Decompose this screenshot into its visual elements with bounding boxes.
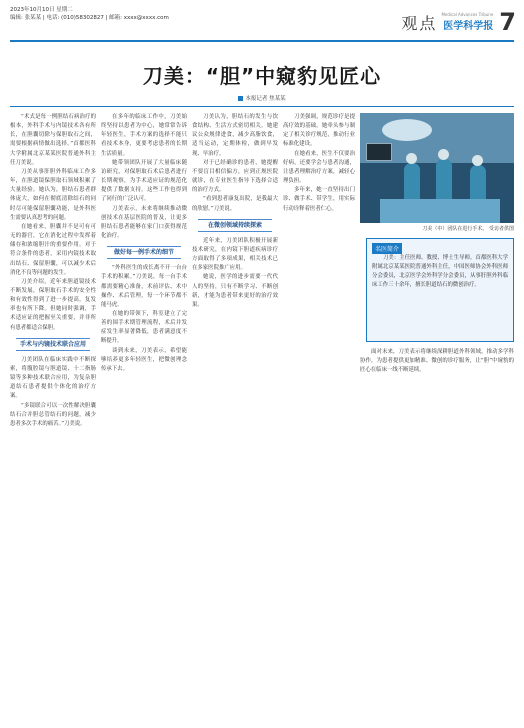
- paragraph: 刀美团队在临床实践中不断探索，将腹腔镜与胆道镜、十二指肠镜等多种技术联合应用，为复杂胆道结石患者提供个体化的治疗方案。: [10, 356, 96, 400]
- masthead-meta: [10, 6, 169, 22]
- article-title: 刀美：“胆”中窥豹见匠心: [142, 64, 382, 88]
- paragraph: “看到患者康复出院，是我最大的欣慰。”刀美说。: [192, 196, 278, 212]
- paragraph: 在她的带领下，科室建立了完善的围手术期管理流程，术后并发症发生率显著降低，患者满意度不断提升。: [101, 310, 187, 345]
- section-name: 观点: [401, 13, 438, 33]
- paragraph: 她带领团队开展了大量临床随访研究，对保胆取石术后患者进行长期观察，为手术适应证的规范化提供了数据支持。这些工作也得到了同行的广泛认可。: [101, 159, 187, 203]
- byline-marker-icon: [238, 96, 243, 101]
- bio-text: 刀美：主任医师、教授、博士生导师。首都医科大学附属北京某某医院普通外科主任，中国医师协会外科医师分会委员，北京医学会外科学分会委员，从事肝胆外科临床工作三十余年，擅长胆道结石的微创治疗。: [372, 255, 508, 288]
- paragraph: 在多年的临床工作中，刀美始终坚持以患者为中心，她常常告诉年轻医生，手术方案的选择不能只看技术本身，更要考虑患者的长期生活质量。: [101, 114, 187, 157]
- paragraph: 她说，医学的进步需要一代代人的坚持，只有不断学习、不断创新，才能为患者带来更好的治疗效果。: [192, 274, 278, 308]
- paragraph: “外科医生的成长离不开一台台手术的积累。”刀美说，每一台手术都需要精心准备，术前评估、术中操作、术后管理，每一个环节都不能马虎。: [101, 265, 187, 308]
- surgery-photo: [360, 113, 514, 223]
- paragraph: 多年来，她一直坚持出门诊、做手术、带学生，用实际行动诠释着医者仁心。: [283, 187, 355, 212]
- article-byline: [0, 94, 524, 102]
- title-divider: [10, 106, 514, 107]
- editor-line: 编辑: 张某某 | 电话: (010)58302827 | 邮箱: xxxx@xxxx.com: [10, 15, 169, 21]
- date-line: 2023年10月10日 星期二: [10, 7, 73, 13]
- paragraph: 在她看来，医生不仅要治好病，还要学会与患者沟通，让患者理解治疗方案，减轻心理负担。: [283, 150, 355, 185]
- paragraph: 对于已经确诊的患者，她提醒不要盲目相信偏方，应到正规医院就诊，在专业医生指导下选择合适的治疗方式。: [192, 159, 278, 194]
- newspaper-logo: [441, 12, 493, 32]
- page-header: [401, 6, 516, 38]
- paragraph: 刀美介绍，近年来胆道镜技术不断发展，保胆取石手术的安全性和有效性得到了进一步提高，复发率也有所下降。但她同时强调，手术适应证的把握至关重要，并非所有患者都适合保胆。: [10, 278, 96, 331]
- paragraph: “多镜联合可以一次性解决胆囊结石合并胆总管结石的问题，减少患者多次手术的痛苦。”刀美说。: [10, 402, 96, 427]
- text-column-1: [10, 113, 96, 718]
- subheading: 做好每一例手术的细节: [107, 246, 181, 259]
- paragraph: 刀美强调，规范诊疗是提高疗效的基础。她牵头参与制定了相关诊疗规范，推动行业标准化建设。: [283, 114, 355, 148]
- paragraph: 在她看来，胆囊并不是可有可无的器官，它在消化过程中发挥着储存和浓缩胆汁的重要作用。对于符合条件的患者，采用内镜技术取出结石、保留胆囊，可以减少术后消化不良等问题的发生。: [10, 223, 96, 276]
- header-divider: [10, 40, 514, 42]
- monitor: [366, 143, 392, 161]
- text-column-4: [283, 113, 355, 718]
- page-number: 7: [499, 8, 516, 36]
- bio-tag: 名医简介: [372, 243, 402, 254]
- paragraph: 刀美认为，胆结石的发生与饮食结构、生活方式密切相关。她建议公众规律进食，减少高脂饮食，适当运动，定期体检，做到早发现、早治疗。: [192, 114, 278, 157]
- logo-subtitle: Medical Advances Tribune: [441, 12, 494, 17]
- surgeon-figure: [436, 159, 452, 203]
- photo-caption: 刀美（中）团队在进行手术。 受访者供图: [422, 226, 514, 232]
- byline-text: 本报记者 焦某某: [245, 96, 286, 102]
- subheading: 在微创领域持续探索: [198, 219, 272, 232]
- paragraph: 近年来，刀美团队积极开展新技术研究，在内镜下胆道疾病诊疗方面取得了多项成果，相关技术已在多家医院推广应用。: [192, 237, 278, 272]
- paragraph: 刀美从事肝胆外科临床工作多年，在胆道镜保胆取石领域积累了大量经验。她认为，胆结石患者群体庞大，如何在彻底清除结石的同时尽可能保留胆囊功能，是外科医生需要认真思考的问题。: [10, 168, 96, 221]
- paragraph: 刀美表示，未来将继续推动微创技术在基层医院的普及，让更多胆结石患者能够在家门口获得规范化治疗。: [101, 205, 187, 240]
- text-column-2: [101, 113, 187, 718]
- surgical-lamp: [382, 119, 432, 141]
- paragraph: “术式是每一例胆结石病治疗的根本，外科手术与内镜技术各有所长，在胆囊切除与保胆取石之间，需要根据病情做出选择。”首都医科大学附属北京某某医院普通外科主任刀美说。: [10, 114, 96, 166]
- logo-title: 医学科学报: [443, 21, 494, 32]
- text-column-3: [192, 113, 278, 718]
- operating-table: [380, 199, 500, 223]
- paragraph: 谈到未来，刀美表示，希望能够培养更多年轻医生，把微创理念传承下去。: [101, 347, 187, 372]
- paragraph: 面对未来，刀美表示将继续深耕胆道外科领域，推动多学科协作，为患者提供更加精准、微创的诊疗服务，让“胆”中窥豹的匠心在临床一线不断延续。: [360, 349, 514, 374]
- text-column-5: [360, 348, 514, 718]
- bio-box: [366, 238, 514, 342]
- subheading: 手术与内镜技术联合应用: [16, 338, 90, 351]
